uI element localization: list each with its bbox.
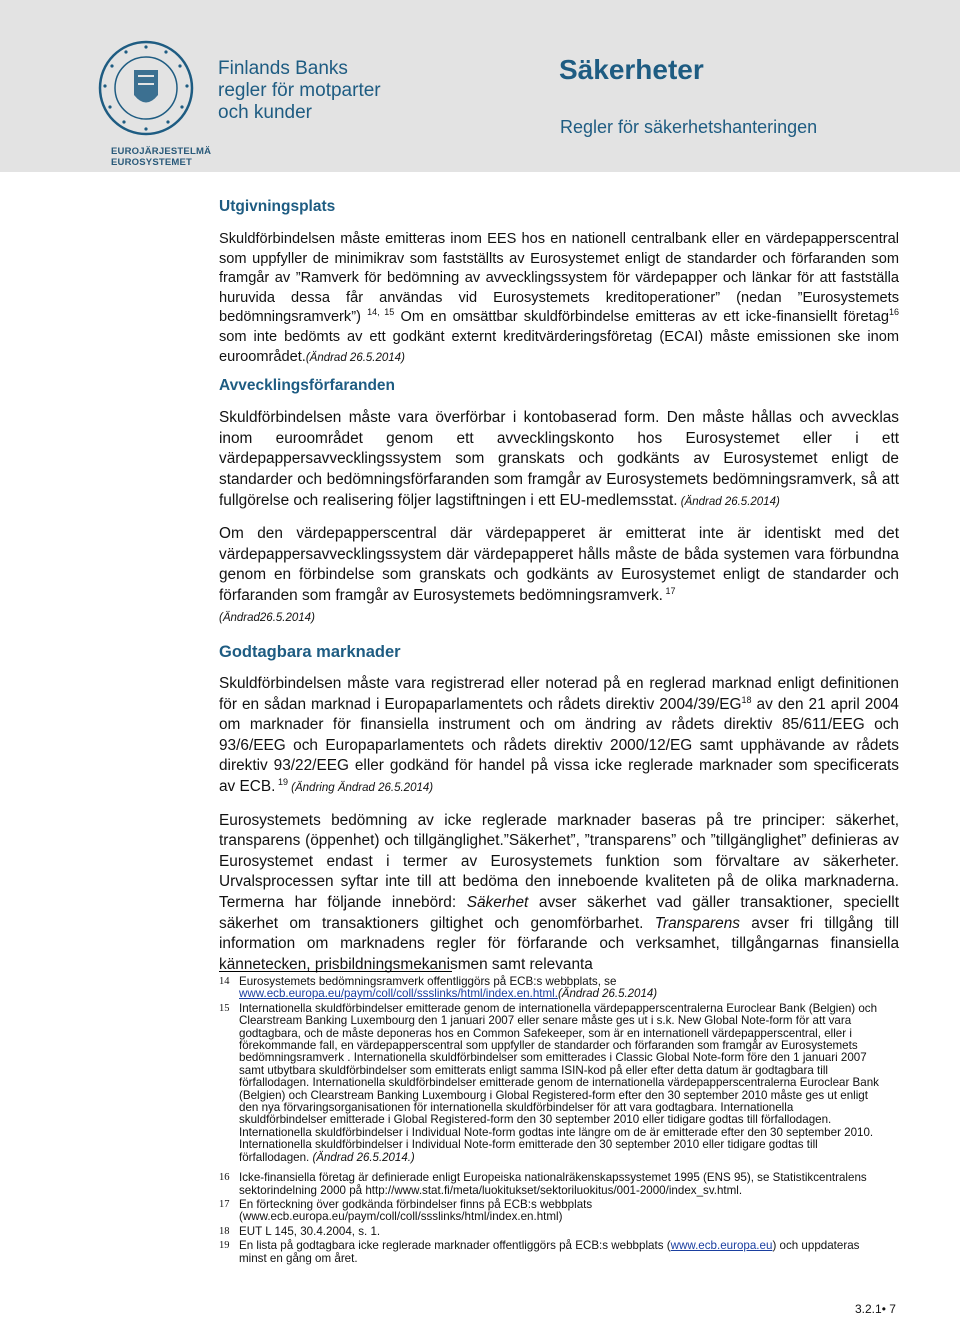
main-content	[219, 197, 899, 975]
paragraph-avveckling-2: Om den värdepapperscentral där värdepapperet är emitterat inte är identiskt med det värdepappersavvecklingssystem där värdepapperet hålls måste de båda systemen vara förbundna genom en förbindelse som granskats och godkänts av Eurosystemet enligt de standarder och förfaranden som framgår av Eurosystemets bedömningsramverk. $^{17}$ (Ändrad26.5.2014)	[219, 525, 899, 624]
heading-utgivningsplats: Utgivningsplats	[219, 198, 336, 215]
eurosystem-label: EUROJÄRJESTELMÄ EUROSYSTEMET	[111, 146, 212, 168]
footnote-19-link[interactable]: www.ecb.europa.eu	[670, 1239, 773, 1253]
paragraph-utgivning: Skuldförbindelsen måste emitteras inom EES hos en nationell centralbank eller en värdepapperscentral som uppfyller de minimikrav som fastställts av Eurosystemet enligt de standarder och förfaranden som framgår av ”Ramverk för bedömning av avvecklingssystem för värdepapper och länkar för att fastställa huruvida dessa får användas vid Eurosystemets kreditoperationer” (nedan ”Eurosystemets bedömningsramverk”) $^{14, 15}$ Om en omsättbar skuldförbindelse emitteras av ett icke-finansiellt företag$^{16}$ som inte bedömts av ett godkänt externt kreditvärderingsföretag (ECAI) måste emissionen ske inom euroområdet.(Ändrad 26.5.2014)	[219, 231, 899, 365]
heading-avvecklingsforfaranden: Avvecklingsförfaranden	[219, 377, 396, 395]
footnote-16: 16 Icke-finansiella företag är definierade enligt Europeiska nationalräkenskapssystemet 1995 (ENS 95), se Statistikcentralens sektorindelning 2000 på http://www.stat.fi/meta/luokitukset/sektoriluokitus/001-2000/index_sv.html.	[219, 1171, 867, 1197]
footnote-15: 15 Internationella skuldförbindelser emitterade genom de internationella värdepapperscentralerna Euroclear Bank (Belgien) och Clearstream Banking Luxembourg den 1 januari 2007 eller senare måste ges ut i s.k. New Global Note-form för att vara godtagbara, och de måste deponeras hos en Common Safekeeper, som är en internationell värdepapperscentral, eller i förekommande fall, en värdepapperscentral som uppfyller de standarder och förfaranden som framgår av Eurosystemets bedömningsramverk . Internationella skuldförbindelser som emitterades i Classic Global Note-form före den 1 januari 2007 samt utbytbara skuldförbindelser som emitterats enligt samma ISIN-kod på eller efter detta datum är godtagbara till förfallodagen. Internationella skuldförbindelser emitterade genom de internationella värdepapperscentralerna Euroclear Bank (Belgien) och Clearstream Banking Luxembourg i Global Registered-form efter den 30 september 2010 måste ges ut enligt den nya förvaringsorganisationen för internationella skuldförbindelser för att vara godtagbara. Internationella skuldförbindelser emitterade i Global Registered-form den 30 september 2010 eller tidigare godtas till förfallodagen. Internationella skuldförbindelser i Individual Note-form godtas inte längre om de är emitterade efter den 30 september 2010. Internationella skuldförbindelser i Individual Note-form emitterade den 30 september 2010 eller tidigare godtas till förfallodagen. (Ändrad 26.5.2014.)	[219, 1001, 879, 1164]
paragraph-marknader-2: Eurosystemets bedömning av icke reglerade marknader baseras på tre principer: säkerhet, transparens (öppenhet) och tillgänglighet.”Säkerhet”, ”transparens” och ”tillgänglighet” definieras av Eurosystemet endast i termer av Eurosystemets funktion som förvaltare av säkerheter. Urvalsprocessen syftar inte till att bedöma den inneboende kvaliteten på de olika marknaderna. Termerna har följande innebörd: Säkerhet avser säkerhet vad gäller transaktioner, speciellt säkerhet om transaktioners giltighet och genomförbarhet. Transparens avser fri tillgång till information om marknadens regler för förfarande och verksamhet, tillgångarnas finansiella kännetecken, prisbildningsmekanismen samt relevanta	[219, 811, 899, 973]
heading-godtagbara-marknader: Godtagbara marknader	[219, 643, 401, 662]
page-number: 3.2.1• 7	[855, 1302, 896, 1316]
footnote-18: 18 EUT L 145, 30.4.2004, s. 1.	[219, 1224, 381, 1238]
paragraph-marknader-1: Skuldförbindelsen måste vara registrerad eller noterad på en reglerad marknad enligt definitionen för en sådan marknad i Europaparlamentets och rådets direktiv 2004/39/EG$^{18}$ av den 21 april 2004 om marknader för finansiella instrument och om ändring av rådets direktiv 85/611/EEG och 93/6/EEG och Europaparlamentets och rådets direktiv 2000/12/EG samt upphävande av rådets direktiv 93/22/EEG eller godkänd för handel på vissa icke reglerade marknader som specificerats av ECB. $^{19}$ (Ändring Ändrad 26.5.2014)	[219, 675, 899, 796]
footnote-14-link[interactable]: www.ecb.europa.eu/paym/coll/coll/ssslinks/html/index.en.html.	[239, 987, 558, 1001]
paragraph-avveckling-1: Skuldförbindelsen måste vara överförbar i kontobaserad form. Den måste hållas och avvecklas inom euroområdet genom ett avvecklingskonto hos Eurosystemet eller i ett värdepappersavvecklingssystem som granskats och godkänts av Eurosystemet enligt de standarder och bedömningsförfaranden som framgår av Eurosystemets bedömningsramverk, så att fullgörelse och realisering följer lagstiftningen i ett EU-medlemsstat. (Ändrad 26.5.2014)	[219, 409, 899, 509]
header-left-block	[218, 58, 381, 124]
footnote-divider	[219, 971, 452, 972]
header-left-line3: och kunder	[218, 102, 313, 123]
header-left-line2: regler för motparter	[218, 80, 381, 101]
bank-seal-logo	[98, 40, 194, 136]
footnote-17: 17 En förteckning över godkända förbindelser finns på ECB:s webbplats (www.ecb.europa.eu/paym/coll/coll/ssslinks/html/index.en.html)	[219, 1197, 593, 1224]
header-title: Säkerheter	[559, 54, 704, 85]
page-header	[0, 0, 960, 172]
header-subtitle: Regler för säkerhetshanteringen	[560, 117, 818, 137]
footnotes	[219, 976, 879, 1267]
header-bank-name: Finlands Banks	[218, 58, 348, 79]
footnote-14: 14 Eurosystemets bedömningsramverk offentliggörs på ECB:s webbplats, se www.ecb.europa.eu/paym/coll/coll/ssslinks/html/index.en.html.(Ändrad 26.5.2014)	[219, 975, 658, 1001]
footnote-19: 19 En lista på godtagbara icke reglerade marknader offentliggörs på ECB:s webbplats (www.ecb.europa.eu) och uppdateras minst en gång om året.	[219, 1239, 860, 1265]
